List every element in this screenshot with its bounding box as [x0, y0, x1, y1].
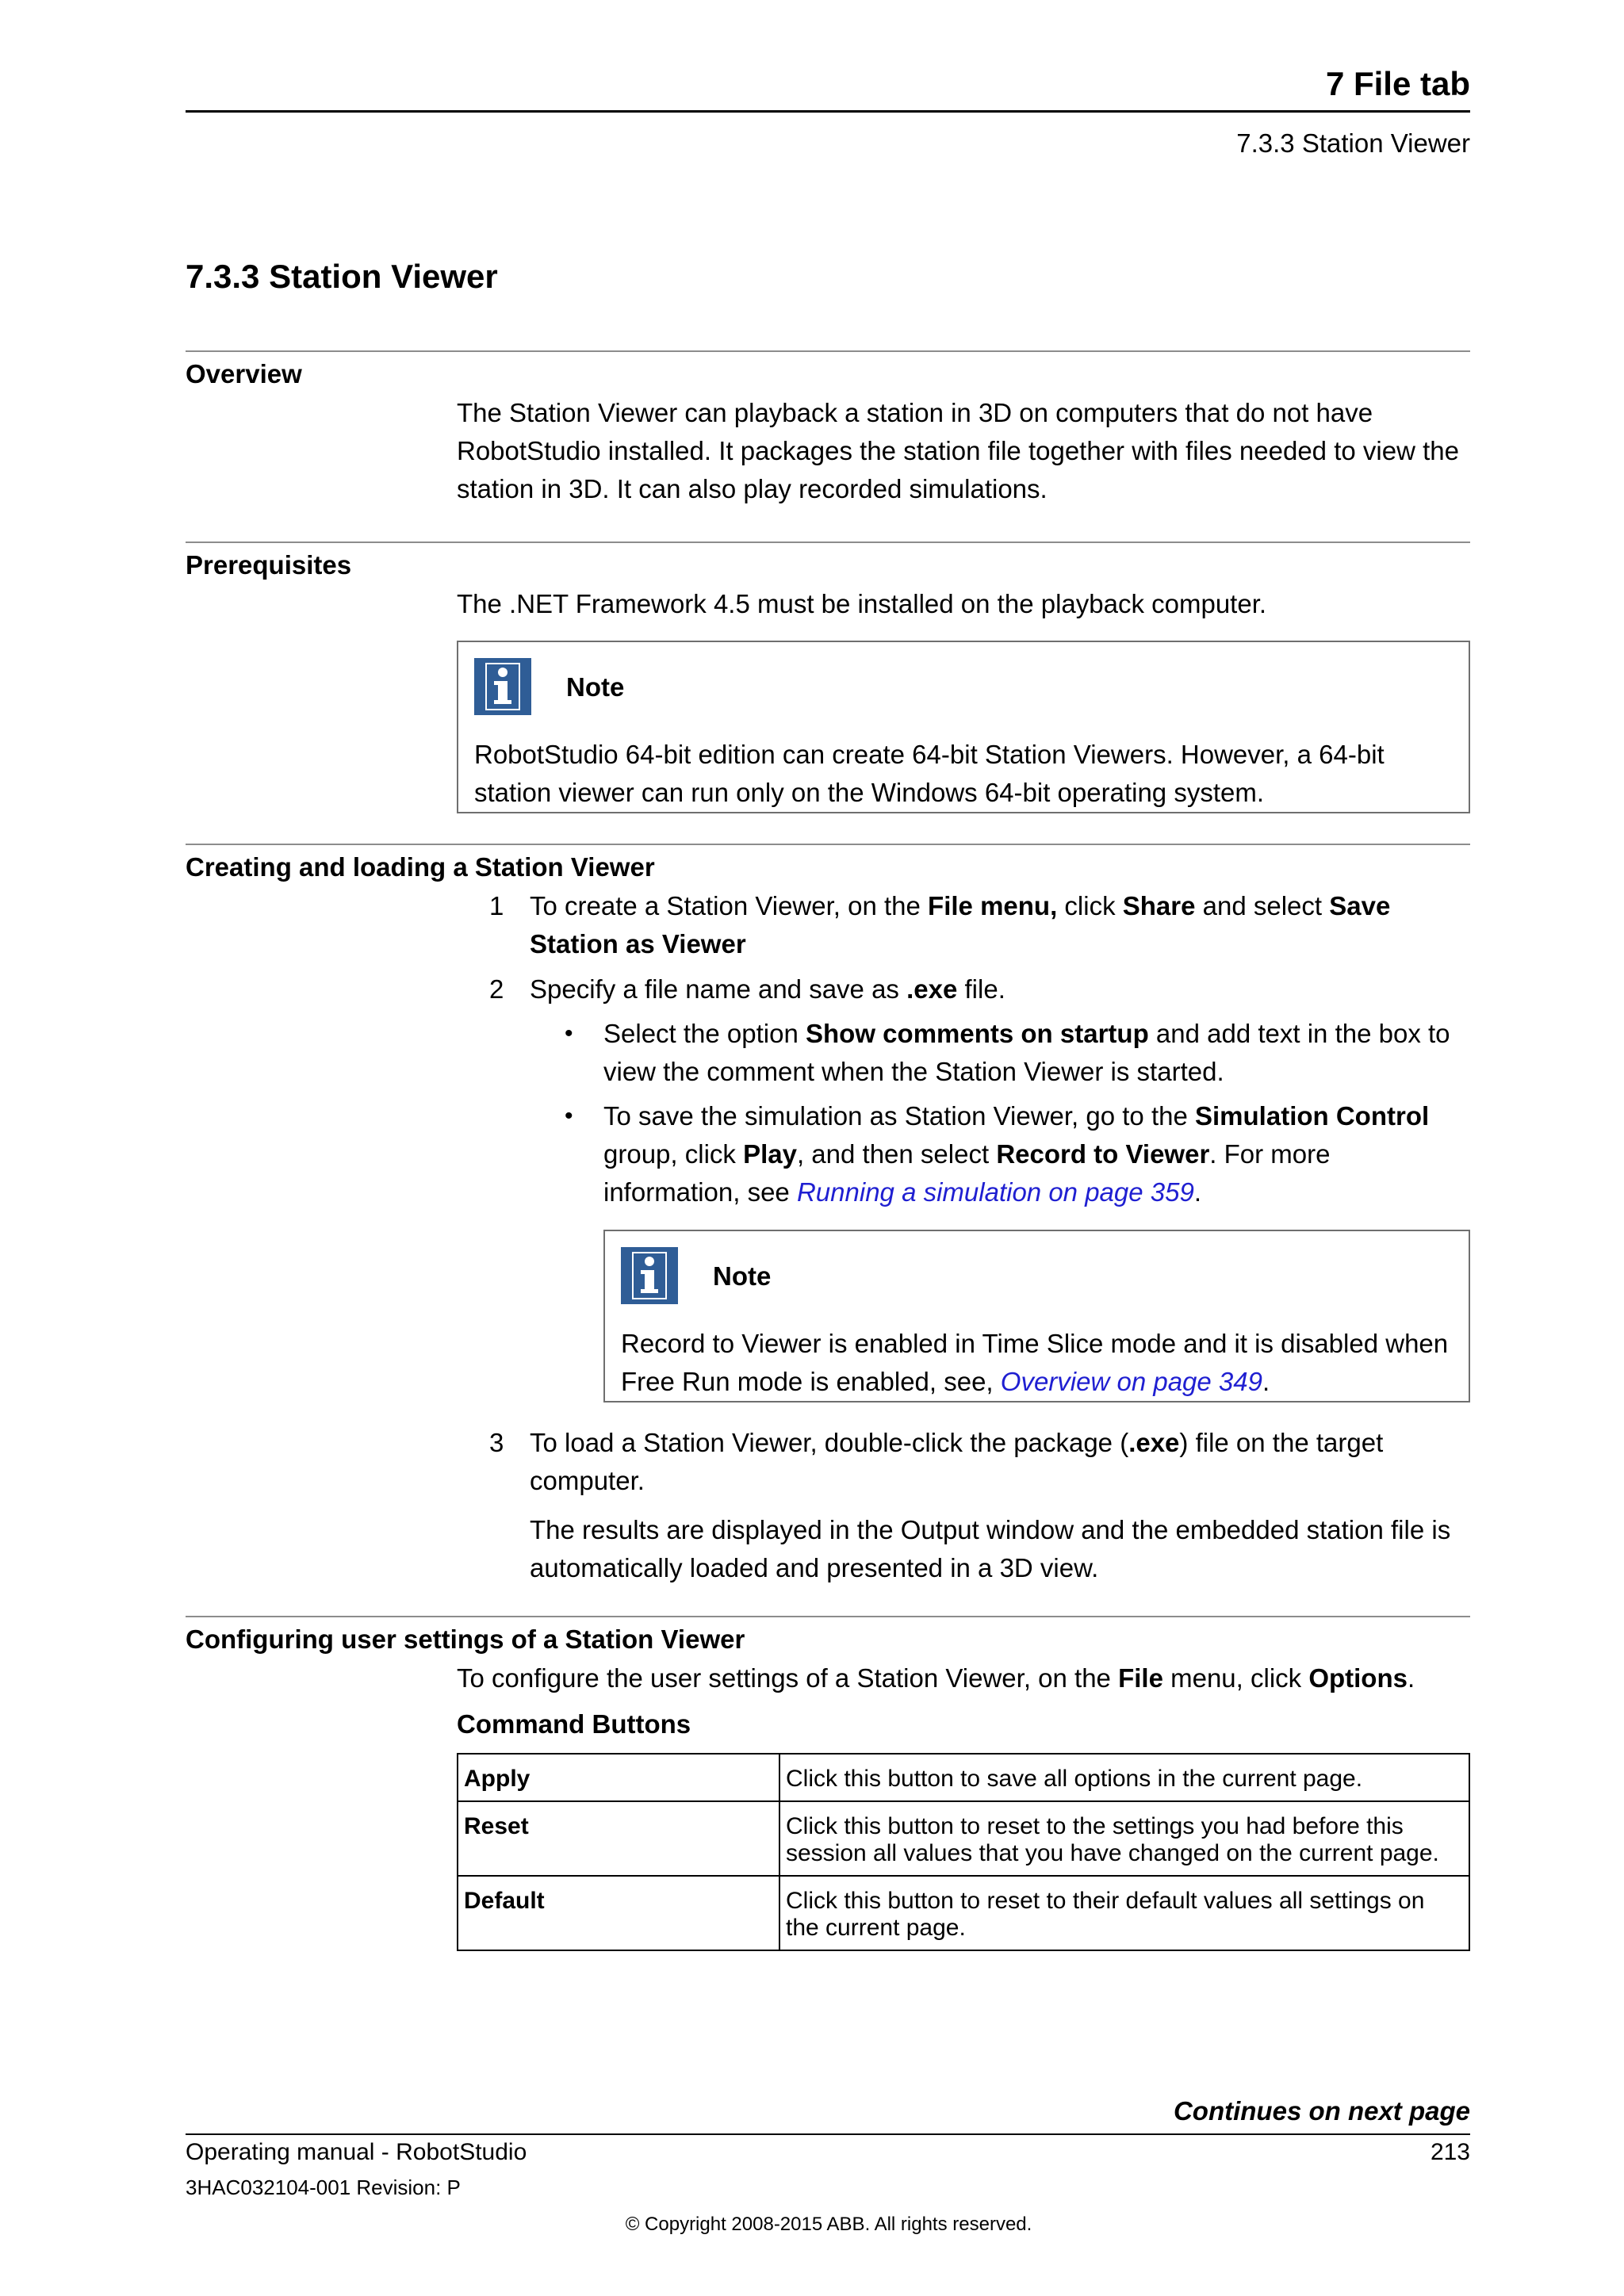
manual-name: Operating manual - RobotStudio	[186, 2139, 527, 2165]
step-number: 3	[489, 1428, 504, 1457]
table-cell-name: Default	[458, 1876, 779, 1950]
step-number: 2	[489, 974, 504, 1004]
header-rule	[186, 110, 1470, 113]
overview-heading: Overview	[186, 359, 302, 388]
info-icon	[474, 658, 531, 715]
configuring-heading: Configuring user settings of a Station Viewer	[186, 1624, 745, 1654]
note-text: Record to Viewer is enabled in Time Slice mode and it is disabled when Free Run mode is enabled, see, Overview on page 349.	[621, 1329, 1449, 1396]
note-box	[603, 1230, 1470, 1402]
creating-heading: Creating and loading a Station Viewer	[186, 852, 655, 882]
note-title: Note	[713, 1261, 772, 1291]
table-cell-name: Apply	[458, 1754, 779, 1801]
step-1: To create a Station Viewer, on the File menu, click Share and select Save Station as Viewer	[530, 891, 1391, 959]
note-text: RobotStudio 64-bit edition can create 64-bit Station Viewers. However, a 64-bit station viewer can run only on the Windows 64-bit operating system.	[474, 740, 1385, 807]
divider	[186, 350, 1470, 352]
section-header: 7.3.3 Station Viewer	[1236, 128, 1470, 158]
table-row	[458, 1801, 1469, 1876]
divider	[186, 844, 1470, 845]
step-3: To load a Station Viewer, double-click the package (.exe) file on the target computer.	[530, 1428, 1384, 1495]
table-cell-desc: Click this button to reset to their default values all settings on the current page.	[779, 1876, 1469, 1950]
prerequisites-heading: Prerequisites	[186, 550, 352, 580]
note-box	[457, 641, 1470, 813]
prerequisites-text: The .NET Framework 4.5 must be installed on the playback computer.	[457, 589, 1267, 618]
configuring-text: To configure the user settings of a Station Viewer, on the File menu, click Options.	[457, 1663, 1415, 1693]
table-row	[458, 1876, 1469, 1950]
divider	[186, 541, 1470, 543]
page-title: 7.3.3 Station Viewer	[186, 258, 498, 295]
step-number: 1	[489, 891, 504, 920]
footer-rule	[186, 2133, 1470, 2135]
table-cell-name: Reset	[458, 1801, 779, 1876]
continues-note: Continues on next page	[1173, 2096, 1470, 2126]
bullet-icon: •	[565, 1103, 573, 1129]
overview-text: The Station Viewer can playback a station in 3D on computers that do not have RobotStudio installed. It packages the station file together with files needed to view the station in 3D. It can also play recorded simulations.	[457, 398, 1459, 503]
document-id: 3HAC032104-001 Revision: P	[186, 2175, 461, 2199]
step-3-result: The results are displayed in the Output window and the embedded station file is automatically loaded and presented in a 3D view.	[530, 1515, 1451, 1582]
link-overview[interactable]: Overview on page 349	[1000, 1367, 1262, 1396]
info-icon	[621, 1247, 678, 1304]
page-number: 213	[1430, 2139, 1470, 2165]
link-running-simulation[interactable]: Running a simulation on page 359	[796, 1177, 1194, 1207]
divider	[186, 1616, 1470, 1617]
command-buttons-table	[457, 1753, 1470, 1951]
copyright: © Copyright 2008-2015 ABB. All rights reserved.	[625, 2214, 1032, 2235]
bullet-item: Select the option Show comments on startup and add text in the box to view the comment when the Station Viewer is started.	[603, 1019, 1450, 1086]
table-cell-desc: Click this button to reset to the settings you had before this session all values that you have changed on the current page.	[779, 1801, 1469, 1876]
chapter-header: 7 File tab	[1325, 65, 1470, 102]
bullet-icon: •	[565, 1020, 573, 1047]
table-row	[458, 1754, 1469, 1801]
command-buttons-heading: Command Buttons	[457, 1709, 691, 1739]
note-title: Note	[566, 672, 625, 702]
table-cell-desc: Click this button to save all options in the current page.	[779, 1754, 1469, 1801]
bullet-item: To save the simulation as Station Viewer, go to the Simulation Control group, click Play, and then select Record to Viewer. For more information, see Running a simulation on page 359.	[603, 1101, 1430, 1207]
step-2: Specify a file name and save as .exe file.	[530, 974, 1005, 1004]
